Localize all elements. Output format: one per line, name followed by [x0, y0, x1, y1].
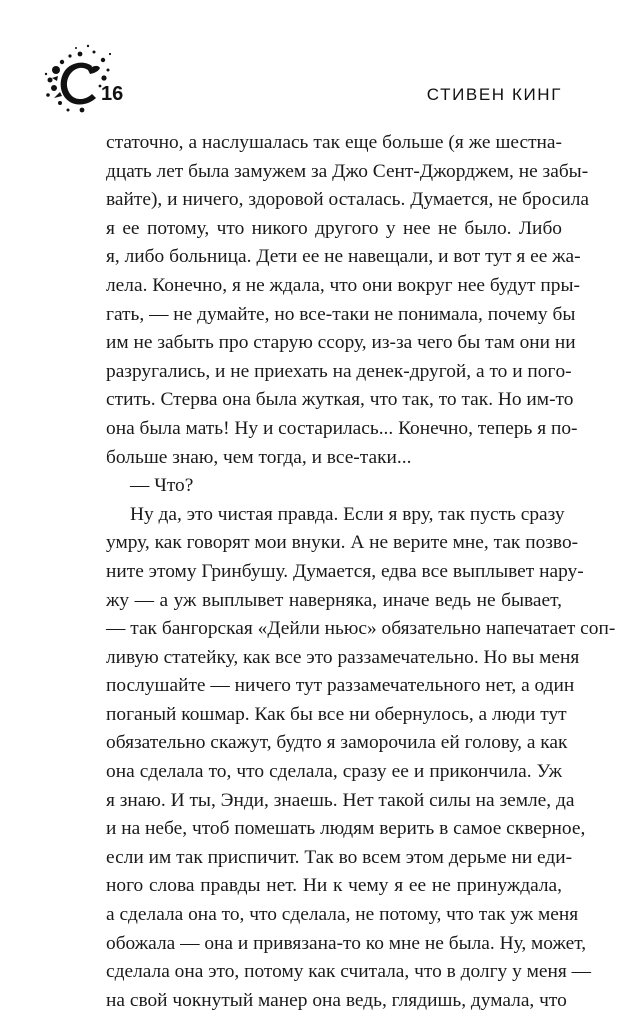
text-line: стить. Стерва она была жуткая, что так, то так. Но им-то: [106, 389, 574, 411]
text-line: сделала она это, потому как считала, что в долгу у меня —: [106, 961, 592, 983]
text-line: я, либо больница. Дети ее не навещали, и вот тут я ее жа-: [106, 246, 581, 268]
paragraph-first-line: Ну да, это чистая правда. Если я вру, так пусть сразу: [130, 503, 565, 525]
running-head-author: СТИВЕН КИНГ: [426, 85, 562, 104]
text-line: гать, — не думайте, но все-таки не понимала, почему бы: [106, 303, 576, 325]
text-line: и на небе, чтоб помешать людям верить в самое скверное,: [106, 818, 586, 840]
page-header: [0, 0, 644, 120]
text-line: она была мать! Ну и состарилась... Конечно, теперь я по-: [106, 417, 578, 439]
page-number: 16: [101, 83, 124, 105]
text-line: лела. Конечно, я не ждала, что они вокруг нее будут пры-: [106, 274, 580, 296]
text-line: — так бангорская «Дейли ньюс» обязательно напечатает соп-: [106, 618, 616, 640]
text-line: больше знаю, чем тогда, и все-таки...: [106, 446, 412, 468]
text-line: поганый кошмар. Как бы все ни обернулось, а люди тут: [106, 703, 567, 725]
text-line: я ее потому, что никого другого у нее не было. Либо: [106, 217, 562, 239]
text-line: дцать лет была замужем за Джо Сент-Джорджем, не забы-: [106, 160, 589, 182]
text-line: ного слова правды нет. Ни к чему я ее не принуждала,: [106, 875, 562, 897]
text-line: ливую статейку, как все это раззамечательно. Но вы меня: [106, 646, 580, 668]
text-line: статочно, а наслушалась так еще больше (я же шестна-: [106, 132, 562, 153]
text-line: им не забыть про старую ссору, из-за чего бы там они ни: [106, 332, 576, 354]
text-line: послушайте — ничего тут раззамечательного нет, а один: [106, 675, 575, 697]
text-line: обязательно скажут, будто я заморочила ей голову, а как: [106, 732, 568, 754]
text-line: вайте), и ничего, здоровой осталась. Думается, не бросила: [106, 189, 590, 211]
text-line: а сделала она то, что сделала, не потому, что так уж меня: [106, 904, 579, 926]
text-line: разругались, и не приехать на денек-другой, а то и погo-: [106, 360, 572, 382]
text-line: жу — а уж выплывет наверняка, иначе ведь не бывает,: [106, 589, 562, 611]
dialogue-line: — Что?: [130, 475, 194, 497]
body-text: [106, 129, 616, 1015]
text-line: я знаю. И ты, Энди, знаешь. Нет такой силы на земле, да: [106, 789, 575, 811]
text-line: на свой чокнутый манер она ведь, глядишь, думала, что: [106, 989, 567, 1011]
text-line: ните этому Гринбушу. Думается, едва все выплывет нару-: [106, 560, 584, 582]
text-line: умру, как говорят мои внуки. А не верите мне, так позво-: [106, 532, 579, 554]
text-line: если им так приспичит. Так во всем этом дерьме ни еди-: [106, 846, 573, 868]
text-line: обожала — она и привязана-то ко мне не была. Ну, может,: [106, 932, 587, 954]
text-line: она сделала то, что сделала, сразу ее и прикончила. Уж: [106, 761, 562, 783]
